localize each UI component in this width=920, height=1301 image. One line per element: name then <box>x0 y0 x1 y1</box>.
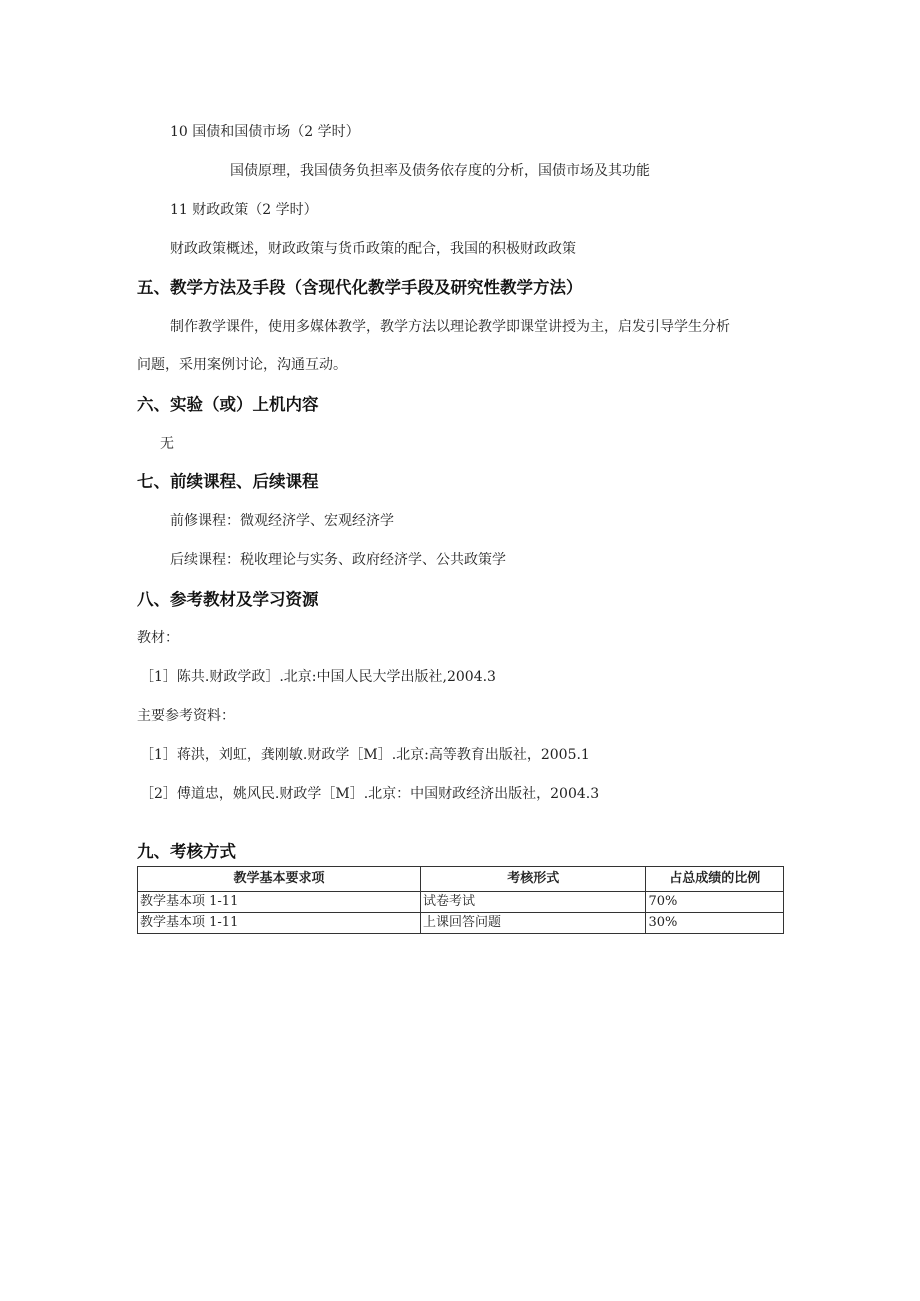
topic-11-title: 11 财政政策（2 学时） <box>170 202 318 218</box>
topic-10-title: 10 国债和国债市场（2 学时） <box>170 124 360 140</box>
experiment-content: 无 <box>160 436 174 452</box>
table-row <box>138 892 784 913</box>
teaching-method-line-2: 问题，采用案例讨论，沟通互动。 <box>137 357 347 373</box>
reference-item-2: ［2］傅道忠，姚风民.财政学［M］.北京：中国财政经济出版社，2004.3 <box>140 786 600 802</box>
table-cell-format: 上课回答问题 <box>421 913 646 934</box>
section-8-heading: 八、参考教材及学习资源 <box>137 590 319 609</box>
column-header-weight: 占总成绩的比例 <box>646 867 784 892</box>
reference-item-1: ［1］蒋洪，刘虹，龚刚敏.财政学［M］.北京:高等教育出版社，2005.1 <box>140 747 590 763</box>
section-7-heading: 七、前续课程、后续课程 <box>137 472 319 491</box>
table-cell-format: 试卷考试 <box>421 892 646 913</box>
table-cell-weight: 30% <box>646 913 784 934</box>
prerequisite-courses: 前修课程：微观经济学、宏观经济学 <box>170 513 394 529</box>
section-9-heading: 九、考核方式 <box>137 842 236 861</box>
textbook-item-1: ［1］陈共.财政学政］.北京:中国人民大学出版社,2004.3 <box>140 669 496 685</box>
textbook-label: 教材： <box>137 630 179 646</box>
topic-11-description: 财政政策概述，财政政策与货币政策的配合，我国的积极财政政策 <box>170 241 576 257</box>
follow-up-courses: 后续课程：税收理论与实务、政府经济学、公共政策学 <box>170 552 506 568</box>
column-header-requirement: 教学基本要求项 <box>138 867 421 892</box>
table-row <box>138 913 784 934</box>
references-label: 主要参考资料： <box>137 708 235 724</box>
teaching-method-line-1: 制作教学课件，使用多媒体教学，教学方法以理论教学即课堂讲授为主，启发引导学生分析 <box>170 319 730 335</box>
section-5-heading: 五、教学方法及手段（含现代化教学手段及研究性教学方法） <box>137 278 583 297</box>
column-header-format: 考核形式 <box>421 867 646 892</box>
table-cell-requirement: 教学基本项 1-11 <box>138 913 421 934</box>
assessment-table <box>137 866 784 934</box>
topic-10-description: 国债原理，我国债务负担率及债务依存度的分析，国债市场及其功能 <box>230 163 650 179</box>
section-6-heading: 六、实验（或）上机内容 <box>137 395 319 414</box>
table-header-row <box>138 867 784 892</box>
table-cell-requirement: 教学基本项 1-11 <box>138 892 421 913</box>
table-cell-weight: 70% <box>646 892 784 913</box>
